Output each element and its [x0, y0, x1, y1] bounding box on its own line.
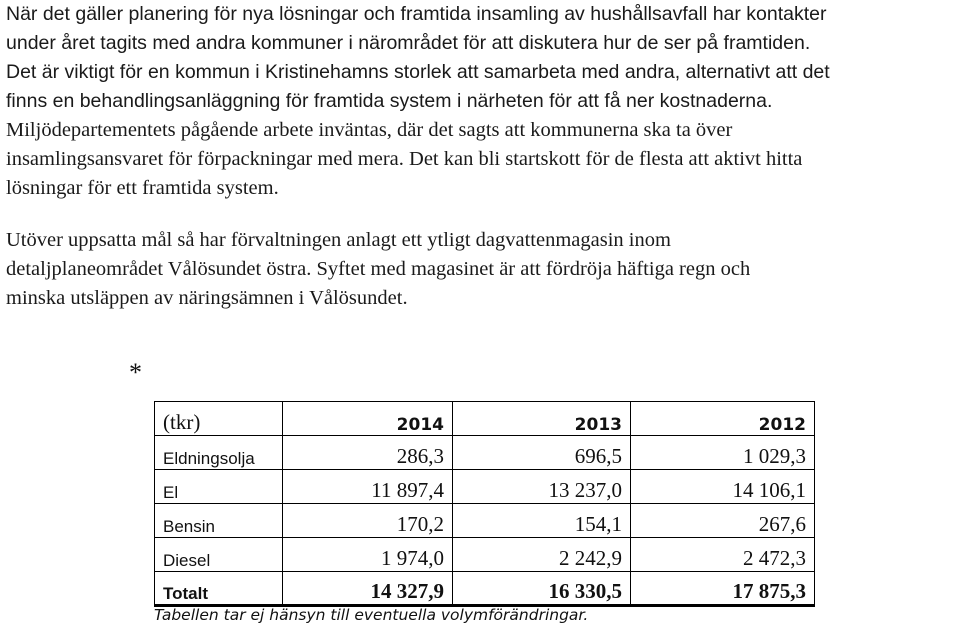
cell-value: 14 106,1 — [631, 470, 815, 504]
table-header-year: 2013 — [453, 402, 631, 436]
cell-value: 14 327,9 — [283, 572, 453, 606]
cell-value: 170,2 — [283, 504, 453, 538]
row-label: Diesel — [155, 538, 283, 572]
row-label: El — [155, 470, 283, 504]
cell-value: 696,5 — [453, 436, 631, 470]
paragraph-line: finns en behandlingsanläggning för framtida system i närheten för att få ner kostnaderna. — [6, 90, 773, 112]
paragraph-line: Det är viktigt för en kommun i Kristinehamns storlek att samarbeta med andra, alternativt att det — [6, 61, 830, 83]
cell-value: 16 330,5 — [453, 572, 631, 606]
table-total-row — [155, 572, 815, 606]
cell-value: 267,6 — [631, 504, 815, 538]
paragraph-stormwater — [6, 226, 750, 313]
paragraph-ministry — [6, 116, 802, 203]
row-label: Bensin — [155, 504, 283, 538]
table-footnote: Tabellen tar ej hänsyn till eventuella volymförändringar. — [154, 606, 589, 624]
cell-value: 13 237,0 — [453, 470, 631, 504]
table-header-year: 2012 — [631, 402, 815, 436]
cell-value: 154,1 — [453, 504, 631, 538]
cell-value: 1 974,0 — [283, 538, 453, 572]
paragraph-line: Miljödepartementets pågående arbete inväntas, där det sagts att kommunerna ska ta över — [6, 119, 733, 141]
table-row — [155, 504, 815, 538]
paragraph-line: minska utsläppen av näringsämnen i Vålösundet. — [6, 287, 408, 309]
paragraph-line: insamlingsansvaret för förpackningar med mera. Det kan bli startskott för de flesta att aktivt hitta — [6, 148, 803, 170]
paragraph-planning — [6, 0, 830, 116]
row-label: Eldningsolja — [155, 436, 283, 470]
paragraph-line: detaljplaneområdet Vålösundet östra. Syftet med magasinet är att fördröja häftiga regn och — [6, 258, 751, 280]
paragraph-line: under året tagits med andra kommuner i närområdet för att diskutera hur de ser på framtiden. — [6, 32, 811, 54]
cell-value: 286,3 — [283, 436, 453, 470]
fuel-cost-table — [154, 401, 815, 607]
table-header-year: 2014 — [283, 402, 453, 436]
row-label: Totalt — [155, 572, 283, 606]
table-row — [155, 436, 815, 470]
cell-value: 17 875,3 — [631, 572, 815, 606]
table-row — [155, 470, 815, 504]
paragraph-line: lösningar för ett framtida system. — [6, 177, 279, 199]
table-header-unit: (tkr) — [155, 402, 283, 436]
cell-value: 11 897,4 — [283, 470, 453, 504]
asterisk-marker: * — [129, 358, 142, 387]
paragraph-line: Utöver uppsatta mål så har förvaltningen anlagt ett ytligt dagvattenmagasin inom — [6, 229, 671, 251]
cell-value: 2 472,3 — [631, 538, 815, 572]
cell-value: 1 029,3 — [631, 436, 815, 470]
paragraph-line: När det gäller planering för nya lösningar och framtida insamling av hushållsavfall har kontakter — [6, 3, 827, 25]
table-row — [155, 538, 815, 572]
cell-value: 2 242,9 — [453, 538, 631, 572]
table-header-row — [155, 402, 815, 436]
